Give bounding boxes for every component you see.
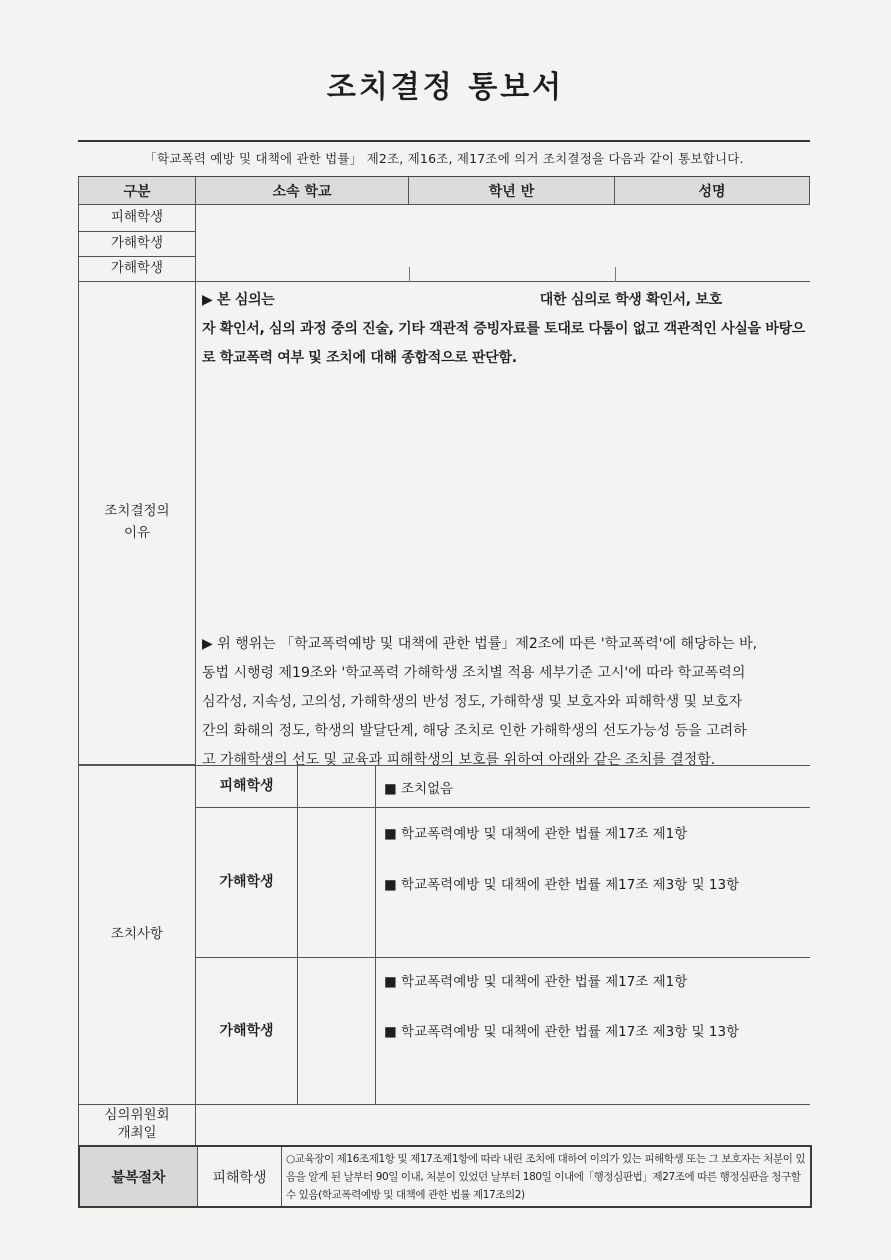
row-label-victim: 피해학생 bbox=[78, 205, 196, 232]
measures-label: 조치사항 bbox=[78, 765, 196, 1105]
header-grade-class: 학년 반 bbox=[409, 177, 615, 205]
measure-side-offender-1: 가해학생 bbox=[196, 808, 298, 958]
measure-offender-2-item-1: ■ 학교폭력예방 및 대책에 관한 법률 제17조 제1항 bbox=[384, 974, 688, 990]
student-info-area bbox=[196, 205, 810, 282]
intro-statement: 「학교폭력 예방 및 대책에 관한 법률」 제2조, 제16조, 제17조에 의거 조치결정을 다음과 같이 통보합니다. bbox=[144, 151, 744, 166]
reason-p2-line: 고 가해학생의 선도 및 교육과 피해학생의 보호를 위하여 아래와 같은 조치를 결정함. bbox=[202, 752, 716, 768]
reason-content bbox=[196, 282, 810, 768]
meeting-label-line2: 개최일 bbox=[117, 1125, 157, 1141]
reason-p2-line: 심각성, 지속성, 고의성, 가해학생의 반성 정도, 가해학생 및 보호자와 피해학생 및 보호자 bbox=[202, 694, 743, 710]
row-label-offender-2: 가해학생 bbox=[78, 257, 196, 282]
appeal-procedure-box bbox=[78, 1145, 812, 1208]
measure-blank-cell bbox=[298, 765, 376, 808]
reason-p1-line: 자 확인서, 심의 과정 중의 진술, 기타 객관적 증빙자료를 토대로 다툼이 없고 객관적인 사실을 바탕으 bbox=[202, 321, 806, 337]
reason-p2-line: ▶ 위 행위는 「학교폭력예방 및 대책에 관한 법률」제2조에 따른 '학교폭력'에 해당하는 바, bbox=[202, 636, 758, 652]
meeting-label-line1: 심의위원회 bbox=[104, 1107, 170, 1124]
measure-offender-1-item-1: ■ 학교폭력예방 및 대책에 관한 법률 제17조 제1항 bbox=[384, 826, 688, 842]
notice-table bbox=[78, 176, 810, 1145]
appeal-label: 불복절차 bbox=[80, 1147, 198, 1206]
title-divider bbox=[78, 140, 810, 142]
measure-offender-2-item-2: ■ 학교폭력예방 및 대책에 관한 법률 제17조 제3항 및 13항 bbox=[384, 1024, 740, 1040]
measure-side-victim: 피해학생 bbox=[196, 765, 298, 808]
reason-paragraph-2 bbox=[202, 630, 810, 775]
reason-p1-line: 로 학교폭력 여부 및 조치에 대해 종합적으로 판단함. bbox=[202, 350, 517, 366]
measure-side-offender-2: 가해학생 bbox=[196, 958, 298, 1105]
meeting-date-label bbox=[78, 1105, 196, 1146]
measure-offender-2-items bbox=[376, 958, 810, 1105]
appeal-side: 피해학생 bbox=[198, 1147, 282, 1206]
header-school: 소속 학교 bbox=[196, 177, 409, 205]
reason-paragraph-1 bbox=[202, 286, 810, 373]
header-category: 구분 bbox=[78, 177, 196, 205]
reason-p2-line: 동법 시행령 제19조와 '학교폭력 가해학생 조치별 적용 세부기준 고시'에 따라 학교폭력의 bbox=[202, 665, 746, 681]
measure-blank-cell bbox=[298, 808, 376, 958]
column-divider bbox=[409, 267, 410, 282]
measure-victim-item: ■ 조치없음 bbox=[376, 765, 810, 808]
row-label-offender-1: 가해학생 bbox=[78, 232, 196, 257]
reason-p1-line: ▶ 본 심의는 대한 심의로 학생 확인서, 보호 bbox=[202, 292, 722, 308]
meeting-date-value bbox=[196, 1105, 810, 1146]
measure-offender-1-items bbox=[376, 808, 810, 958]
page-title: 조치결정 통보서 bbox=[326, 70, 565, 105]
header-name: 성명 bbox=[615, 177, 810, 205]
appeal-text: ○교육장이 제16조제1항 및 제17조제1항에 따라 내린 조치에 대하여 이의가 있는 피해학생 또는 그 보호자는 처분이 있음을 알게 된 날부터 90일 이내, 처분이 있었던 날부터 180일 이내에「행정심판법」제27조에 따른 행정심판을 청구할 수 있음(학교폭력예방 및 대책에 관한 법률 제17조의2) bbox=[286, 1153, 806, 1201]
measure-offender-1-item-2: ■ 학교폭력예방 및 대책에 관한 법률 제17조 제3항 및 13항 bbox=[384, 877, 740, 893]
reason-label-line1: 조치결정의 bbox=[104, 503, 170, 520]
reason-label bbox=[78, 282, 196, 765]
reason-label-line2: 이유 bbox=[123, 525, 151, 541]
reason-p2-line: 간의 화해의 정도, 학생의 발달단계, 해당 조치로 인한 가해학생의 선도가능성 등을 고려하 bbox=[202, 723, 747, 739]
measure-blank-cell bbox=[298, 958, 376, 1105]
column-divider bbox=[615, 267, 616, 282]
